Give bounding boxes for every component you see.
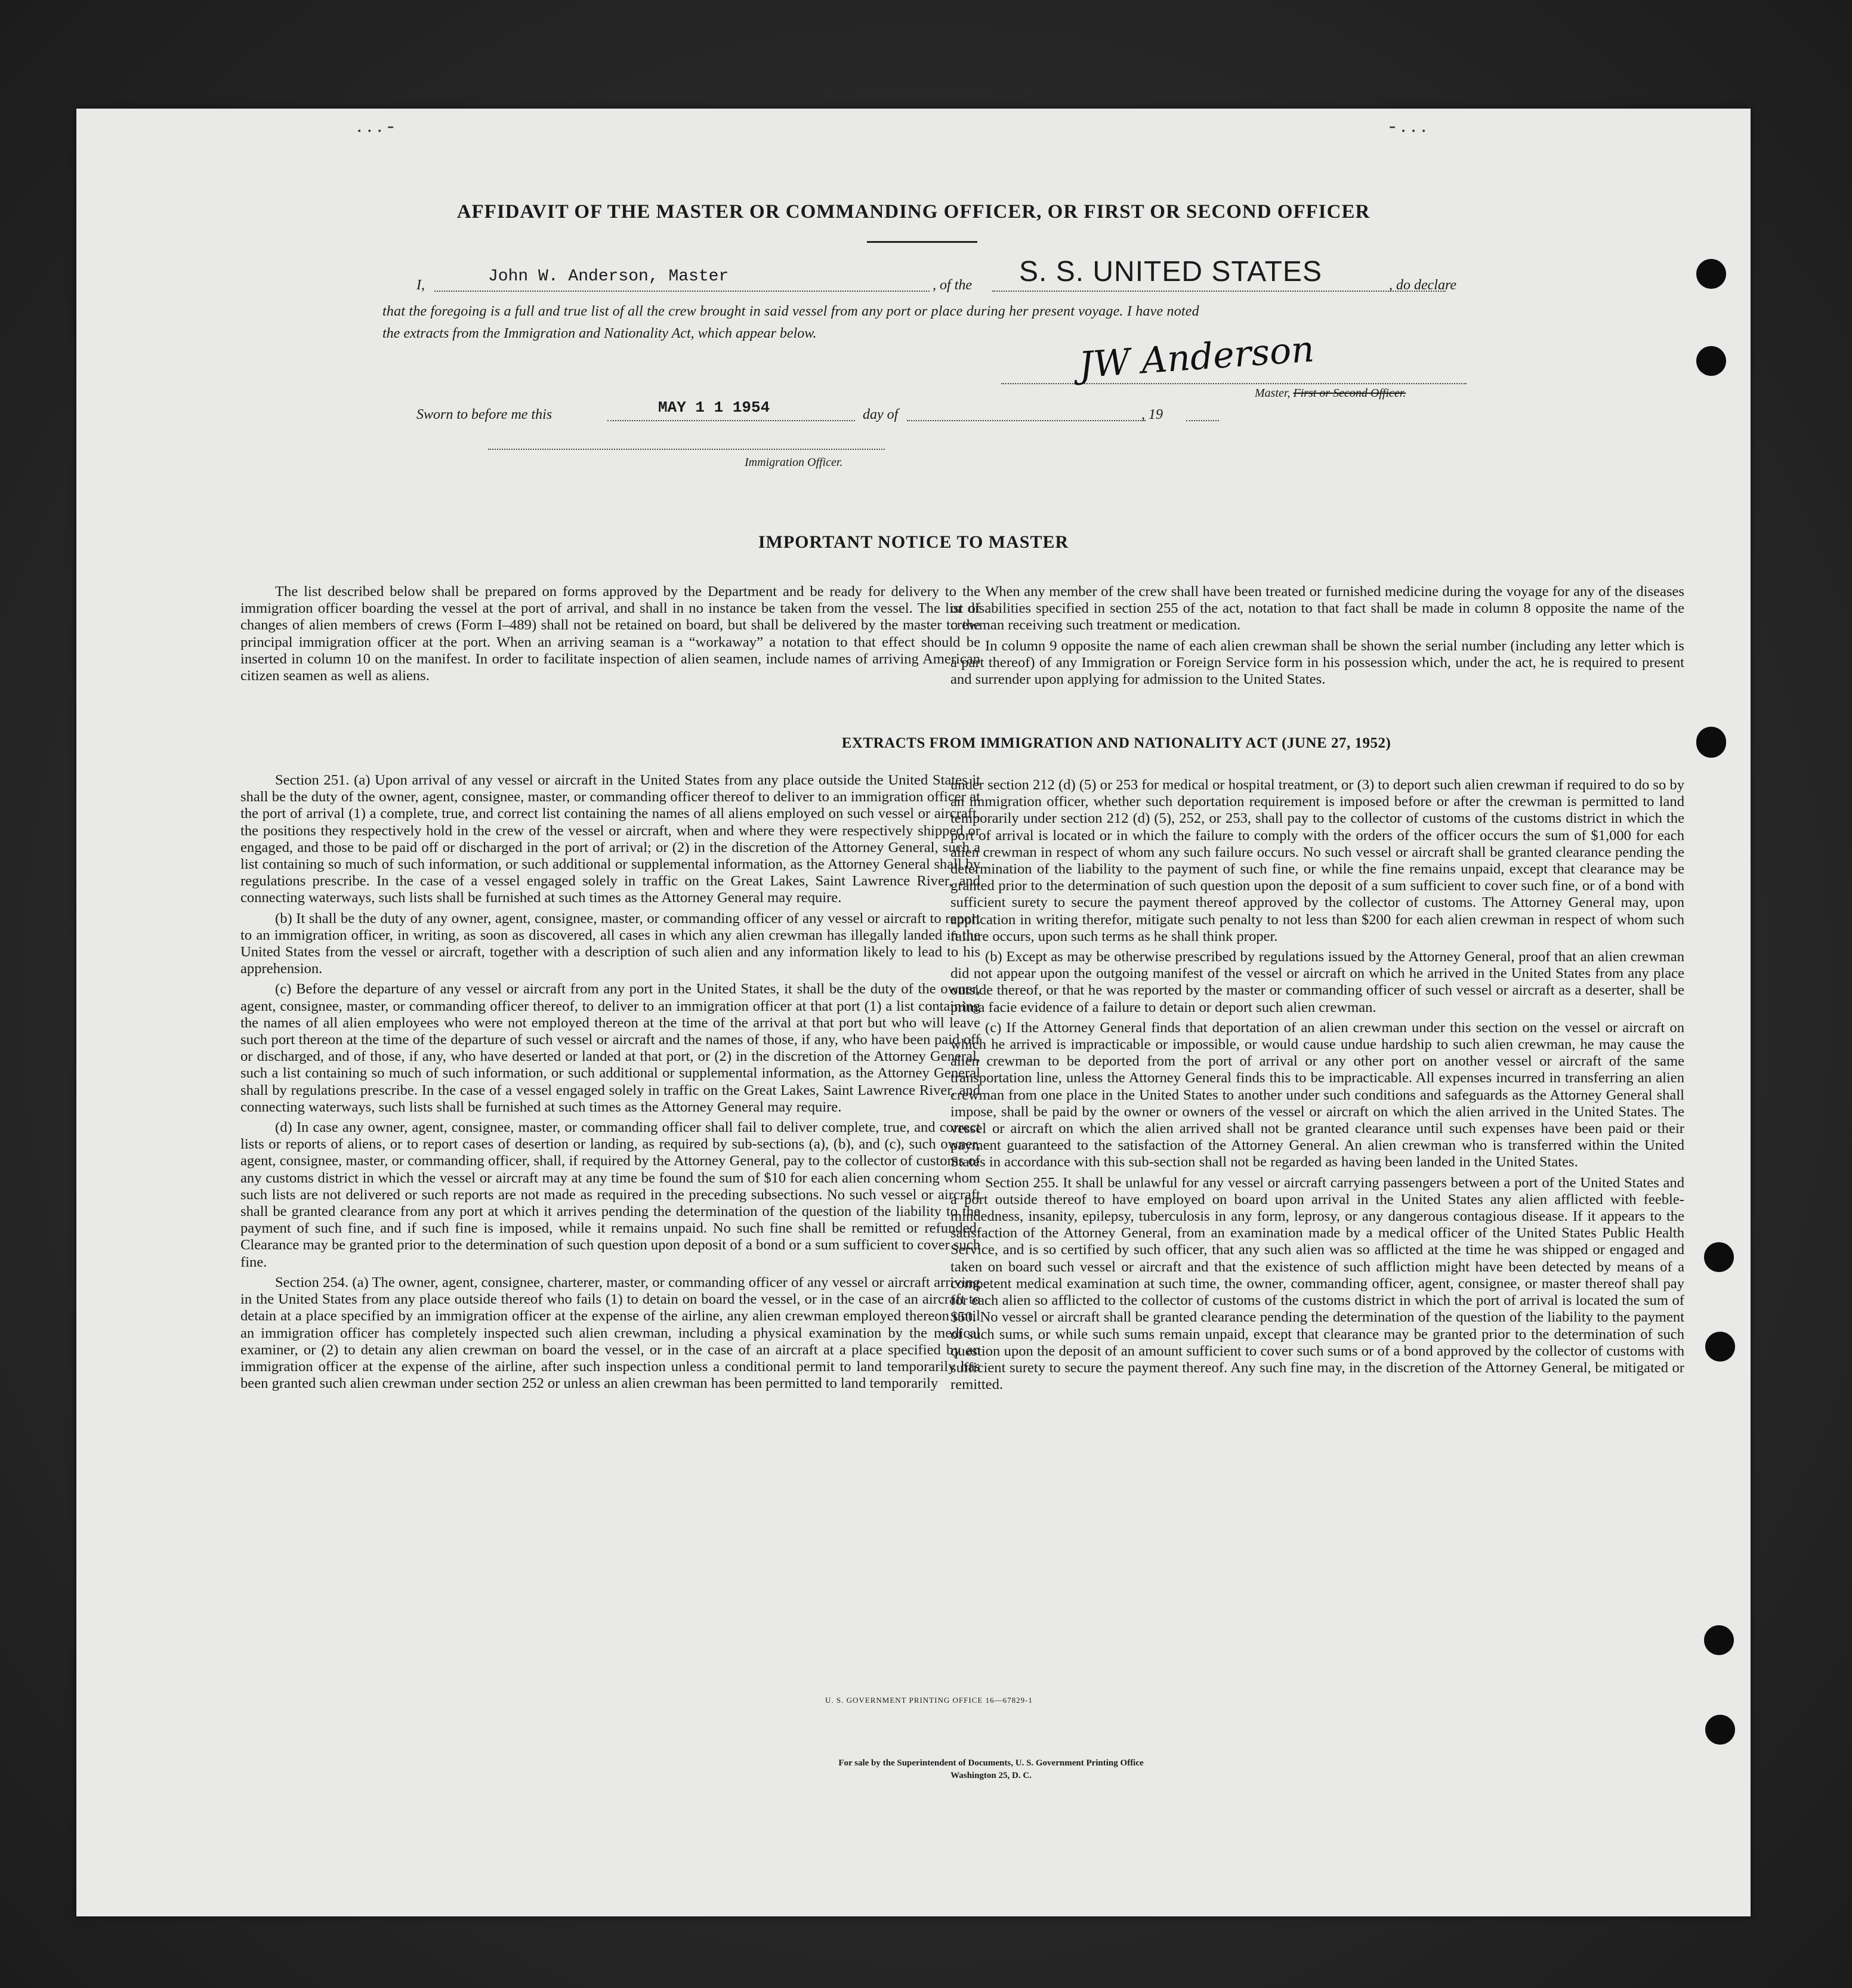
notice-right-column (950, 584, 1684, 692)
affidavit-title: AFFIDAVIT OF THE MASTER OR COMMANDING OFFICER, OR FIRST OR SECOND OFFICER (456, 201, 1371, 223)
of-the-label: , of the (933, 277, 972, 293)
month-line (907, 420, 1146, 421)
paper-sheet (76, 109, 1751, 1916)
section-251-b: (b) It shall be the duty of any owner, agent, consignee, master, or commanding officer of any vessel or aircraft to report to an immigration officer, in writing, as soon as discovered, all cases in which any alien crewman has illegally landed in the United States from the vessel or aircraft, together with a description of such alien and any information likely to lead to his apprehension. (240, 910, 980, 977)
vessel-name: S. S. UNITED STATES (1019, 256, 1322, 288)
corner-mark-left: . . . - (357, 115, 394, 137)
do-declare-label: , do declare (1389, 277, 1457, 293)
notice-left-column (240, 584, 980, 688)
declarant-name: John W. Anderson, Master (488, 267, 729, 286)
section-255: Section 255. It shall be unlawful for any vessel or aircraft carrying passengers between a port of the United States and a port outside thereof to have employed on board upon arrival in the United States any alien afflicted with feeble-mindedness, insanity, epilepsy, tuberculosis in any form, leprosy, or any dangerous contagious disease. If it appears to the satisfaction of the Attorney General, from an examination made by a medical officer of the United States Public Health Service, and is so certified by such officer, that any such alien was so afflicted at the time he was shipped or engaged and taken on board such vessel or aircraft and that the existence of such affliction might have been detected by means of a competent medical examination at such time, the owner, commanding officer, agent, consignee, or master thereof shall pay for each alien so afflicted to the collector of customs of the customs district in which the port of arrival is located the sum of $50. No vessel or aircraft shall be granted clearance pending the determination of the question of the liability to the payment of such sums, or while such sums remain unpaid, except that clearance may be granted prior to the determination of such question upon the deposit of an amount sufficient to cover such sums or of a bond approved by the collector of customs with sufficient surety to secure the payment thereof. Any such fine may, in the discretion of the Attorney General, be mitigated or remitted. (950, 1174, 1684, 1393)
binder-hole (1696, 346, 1726, 376)
footer-line-1: For sale by the Superintendent of Documents, U. S. Government Printing Office (838, 1758, 1144, 1768)
section-254-c: (c) If the Attorney General finds that deportation of an alien crewman under this section on the vessel or aircraft on which he arrived is impracticable or impossible, or would cause undue hardship to such alien crewman, he may cause the alien crewman to be deported from the port of arrival or any other port on another vessel or aircraft of the same transportation line, unless the Attorney General finds this to be impracticable. All expenses incurred in transferring an alien crewman from one place in the United States to another under such conditions and safeguards as the Attorney General shall impose, shall be paid by the owner or owners of the vessel or aircraft on which the alien arrived in the United States. The vessel or aircraft on which the alien arrived shall not be granted clearance until such expenses have been paid or their payment guaranteed to the satisfaction of the Attorney General. An alien crewman who is transferred within the United States in accordance with this sub-section shall not be regarded as having been landed in the United States. (950, 1019, 1684, 1171)
notice-left-paragraph: The list described below shall be prepared on forms approved by the Department and be ready for delivery to the immigration officer boarding the vessel at the port of arrival, and shall in no instance be taken from the vessel. The list of changes of alien members of crews (Form I–489) shall not be retained on board, but shall be delivered by the master to the principal immigration officer at the port. When an arriving seaman is a “workaway” a notation to that effect should be inserted in column 10 on the manifest. In order to facilitate inspection of alien seamen, include names of arriving American citizen seamen as well as aliens. (240, 584, 980, 684)
notice-right-paragraph-2: In column 9 opposite the name of each alien crewman shall be shown the serial number (including any letter which is a part thereof) of any Immigration or Foreign Service form in his possession which, under the act, he is required to present and surrender upon applying for admission to the United States. (950, 637, 1684, 688)
notice-title: IMPORTANT NOTICE TO MASTER (758, 532, 1069, 552)
section-254-a: Section 254. (a) The owner, agent, consignee, charterer, master, or commanding officer of any vessel or aircraft arriving in the United States from any place outside thereof who fails (1) to detain on board the vessel, or in the case of an aircraft to detain at a place specified by an immigration officer at the expense of the airline, any alien crewman employed thereon until an immigration officer has completely inspected such alien crewman, including a physical examination by the medical examiner, or (2) to detain any alien crewman on board the vessel, or in the case of an aircraft at a place specified by an immigration officer at the expense of the airline, after such inspection unless a conditional permit to land temporarily has been granted such alien crewman under section 252 or unless an alien crewman has been permitted to land temporarily (240, 1274, 980, 1392)
sworn-label: Sworn to before me this (416, 407, 552, 422)
section-251-d: (d) In case any owner, agent, consignee, master, or commanding officer shall fail to deliver complete, true, and correct lists or reports of aliens, or to report cases of desertion or landing, as required by sub-sections (a), (b), and (c), such owner, agent, consignee, master, or commanding officer, shall, if required by the Attorney General, pay to the collector of customs of any customs district in which the vessel or aircraft may at any time be found the sum of $10 for each alien concerning whom such lists are not delivered or such reports are not made as required in the preceding subsections. No such vessel or aircraft shall be granted clearance from any port at which it arrives pending the determination of the question of the liability to the payment of such fine, and if such fine is imposed, while it remains unpaid. No such fine shall be remitted or refunded. Clearance may be granted prior to the determination of such question upon deposit of a bond or a sum sufficient to cover such fine. (240, 1119, 980, 1270)
sworn-date-line (607, 420, 855, 421)
section-254-b: (b) Except as may be otherwise prescribed by regulations issued by the Attorney General, proof that an alien crewman did not appear upon the outgoing manifest of the vessel or aircraft on which he arrived in the United States from any place outside thereof, or that he was reported by the master or commanding officer of such vessel or aircraft as a deserter, shall be prima facie evidence of a failure to detain or deport such alien crewman. (950, 949, 1684, 1015)
binder-hole (1705, 1715, 1735, 1745)
vessel-line (992, 291, 1446, 292)
extracts-title: EXTRACTS FROM IMMIGRATION AND NATIONALITY ACT (JUNE 27, 1952) (841, 735, 1391, 751)
title-rule (867, 241, 977, 243)
printer-line: U. S. GOVERNMENT PRINTING OFFICE 16—67829-1 (825, 1696, 1033, 1705)
statement-line-1: that the foregoing is a full and true list of all the crew brought in said vessel from any port or place during her present voyage. I have noted (382, 304, 1199, 319)
extracts-right-column (950, 777, 1684, 1397)
section-251-a: Section 251. (a) Upon arrival of any vessel or aircraft in the United States from any place outside the United States it shall be the duty of the owner, agent, consignee, master, or commanding officer thereof to deliver to an immigration officer at the port of arrival (1) a complete, true, and correct list containing the names of all aliens employed on such vessel or aircraft, the positions they respectively hold in the crew of the vessel or aircraft, when and where they were respectively shipped or engaged, and those to be paid off or discharged in the port of arrival; or (2) in the discretion of the Attorney General, such a list containing so much of such information, or such additional or supplemental information, as the Attorney General shall by regulations prescribe. In the case of a vessel engaged solely in traffic on the Great Lakes, Saint Lawrence River, and connecting waterways, such lists shall be furnished at such times as the Attorney General may require. (240, 772, 980, 906)
corner-mark-right: - . . . (1389, 115, 1427, 137)
extracts-left-column (240, 772, 980, 1396)
signature-caption-struck: First or Second Officer. (1293, 387, 1406, 400)
year-line (1186, 420, 1219, 421)
signature-caption-master: Master, (1255, 387, 1291, 400)
signature-caption (1255, 387, 1406, 400)
declarant-line (434, 291, 930, 292)
section-254-a-continued: under section 212 (d) (5) or 253 for medical or hospital treatment, or (3) to deport such alien crewman if required to do so by an immigration officer, whether such deportation requirement is imposed before or after the crewman is permitted to land temporarily under section 212 (d) (5), 252, or 253, shall pay to the collector of customs of the customs district in which the port of arrival is located or in which the failure to comply with the orders of the officer occurs the sum of $1,000 for each alien crewman in respect of whom any such failure occurs. No such vessel or aircraft shall be granted clearance pending the determination of the liability to the payment of such fine, or while the fine remains unpaid, except that clearance may be granted prior to the determination of such question upon the deposit of a sum sufficient to cover such fine, or of a bond with sufficient surety to secure the payment thereof approved by the collector of customs. The Attorney General may, upon application in writing therefor, mitigate such penalty to not less than $200 for each alien crewman in respect of whom such failure occurs, upon such terms as he shall think proper. (950, 777, 1684, 944)
binder-hole (1705, 1332, 1735, 1362)
binder-hole (1704, 1242, 1734, 1272)
i-label: I, (416, 277, 425, 293)
day-of-label: day of (863, 407, 899, 422)
binder-hole (1704, 1625, 1734, 1655)
signature-line (1001, 383, 1467, 384)
officer-line (488, 449, 885, 450)
officer-caption: Immigration Officer. (745, 456, 843, 469)
year-label: , 19 (1141, 407, 1163, 422)
binder-hole (1696, 259, 1726, 289)
notice-right-paragraph-1: When any member of the crew shall have been treated or furnished medicine during the voyage for any of the diseases or disabilities specified in section 255 of the act, notation to that fact shall be made in column 8 opposite the name of the crewman receiving such treatment or medication. (950, 584, 1684, 634)
master-signature: JW Anderson (1078, 328, 1316, 387)
sworn-date: MAY 1 1 1954 (658, 399, 770, 416)
footer-line-2: Washington 25, D. C. (950, 1771, 1032, 1780)
section-251-c: (c) Before the departure of any vessel or aircraft from any port in the United States, it shall be the duty of the owner, agent, consignee, master, or commanding officer thereof, to deliver to an immigration officer at that port (1) a list containing the names of all alien employees who were not employed thereon at the time of the arrival at that port but who will leave such port thereon at the time of the departure of such vessel or aircraft and the names of those, if any, who have been paid off or discharged, and of those, if any, who have deserted or landed at that port, or (2) in the discretion of the Attorney General, such a list containing so much of such information, or such additional or supplemental information, as the Attorney General shall by regulations prescribe. In the case of a vessel engaged solely in traffic on the Great Lakes, Saint Lawrence River, and connecting waterways, such lists shall be furnished at such times as the Attorney General may require. (240, 981, 980, 1115)
statement-line-2: the extracts from the Immigration and Nationality Act, which appear below. (382, 326, 817, 341)
